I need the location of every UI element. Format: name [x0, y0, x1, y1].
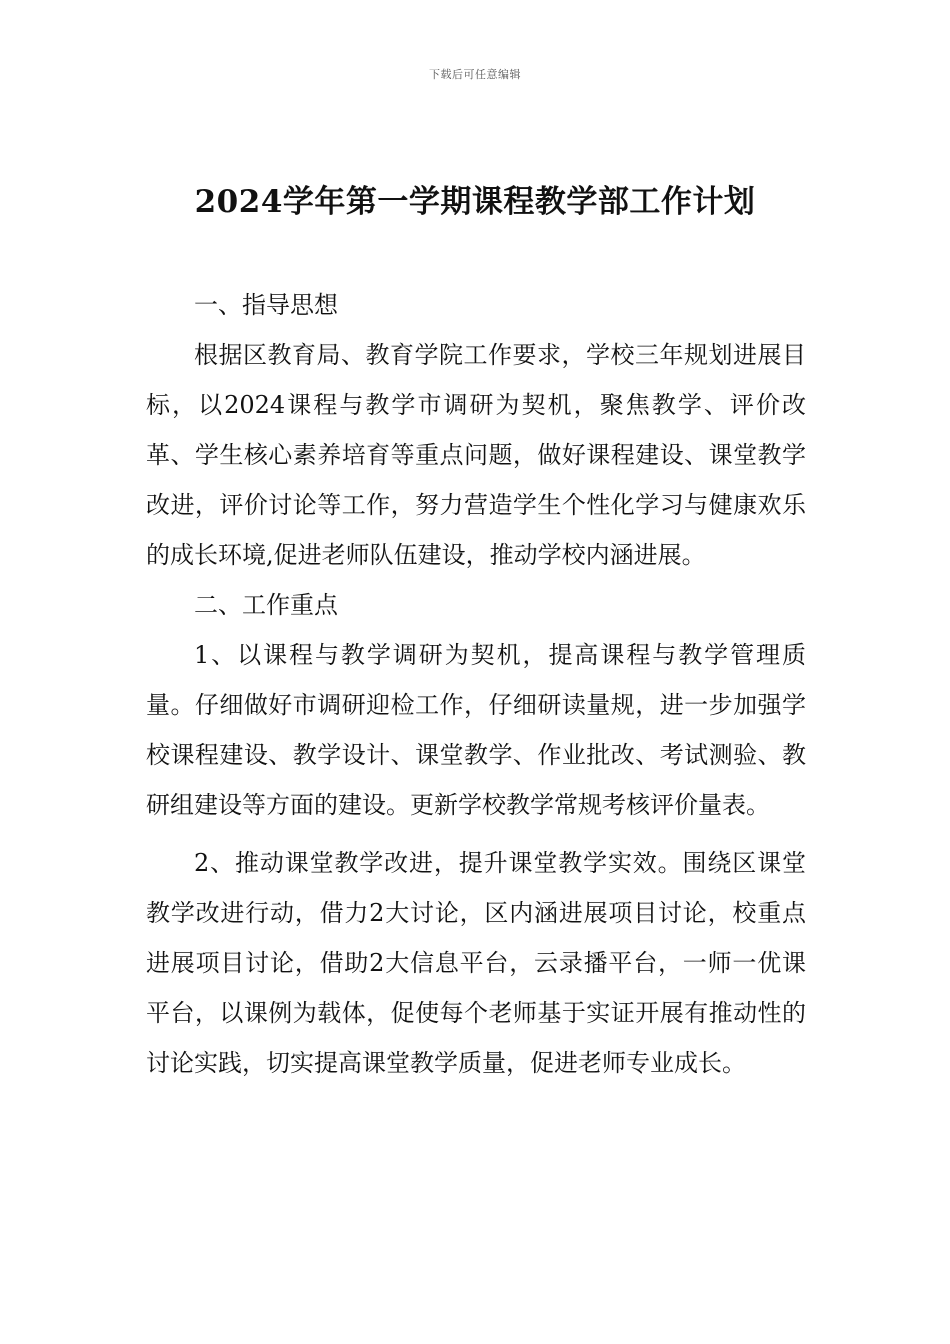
header-note: 下载后可任意编辑: [429, 68, 521, 81]
paragraph-focus-item-2: 2、推动课堂教学改进，提升课堂教学实效。围绕区课堂教学改进行动，借力2大讨论，区内涵进展项目讨论，校重点进展项目讨论，借助2大信息平台，云录播平台，一师一优课平台，以课例为载体，促使每个老师基于实证开展有推动性的讨论实践，切实提高课堂教学质量，促进老师专业成长。: [146, 849, 806, 1077]
paragraph-spacer: [146, 830, 806, 838]
section-heading-work-focus: 二、工作重点: [194, 591, 338, 619]
paragraph-focus-item-1: 1、以课程与教学调研为契机，提高课程与教学管理质量。仔细做好市调研迎检工作，仔细研读量规，进一步加强学校课程建设、教学设计、课堂教学、作业批改、考试测验、教研组建设等方面的建设。更新学校教学常规考核评价量表。: [146, 641, 806, 819]
document-body: [146, 280, 806, 1088]
document-title: 2024学年第一学期课程教学部工作计划: [194, 184, 756, 220]
section-heading-guiding-ideology: 一、指导思想: [194, 291, 338, 319]
paragraph-guiding-ideology: 根据区教育局、教育学院工作要求，学校三年规划进展目标，以2024课程与教学市调研为契机，聚焦教学、评价改革、学生核心素养培育等重点问题，做好课程建设、课堂教学改进，评价讨论等工作，努力营造学生个性化学习与健康欢乐的成长环境,促进老师队伍建设，推动学校内涵进展。: [146, 341, 806, 569]
